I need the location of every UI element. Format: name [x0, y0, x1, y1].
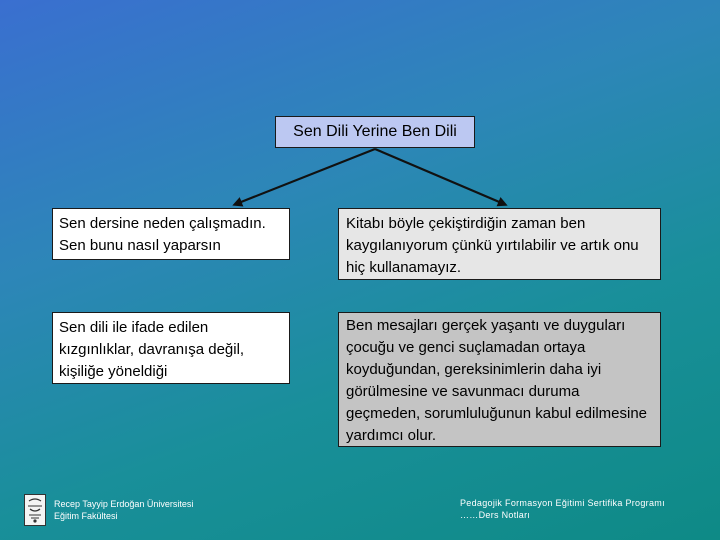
footer-faculty: Eğitim Fakültesi [54, 511, 118, 521]
arrow-left [236, 149, 375, 204]
footer-program: Pedagojik Formasyon Eğitimi Sertifika Programı [460, 498, 665, 508]
b2-part3: çünkü yırtılabilir ve artık onu hiç kullanamayız. [346, 237, 639, 276]
logo-icon [25, 495, 45, 525]
b2-part1: Kitabı böyle çekiştirdiğin zaman [346, 215, 561, 232]
b2-part2: ben kaygılanıyorum [346, 215, 586, 254]
b1-part1: Sen [59, 215, 86, 232]
footer-left [54, 498, 193, 522]
footer-right [460, 497, 665, 521]
sen-dili-example-box [52, 208, 290, 260]
ben-dili-description-box: Ben mesajları gerçek yaşantı ve duyguları çocuğu ve genci suçlamadan ortaya koyduğundan, gereksinimlerin daha iyi görülmesine ve savunmacı duruma geçmeden, sorumluluğunun kabul edilmesine yardımcı olur. [338, 312, 661, 447]
footer-university: Recep Tayyip Erdoğan Üniversitesi [54, 499, 194, 509]
sen-dili-description-box: Sen dili ile ifade edilen kızgınlıklar, davranışa değil, kişiliğe yöneldiği [52, 312, 290, 384]
footer-notes: ……Ders Notları [460, 510, 531, 520]
ben-dili-example-box [338, 208, 661, 280]
b1-part3: Sen [59, 237, 86, 254]
arrow-right [375, 149, 504, 204]
university-logo [24, 494, 46, 526]
b1-part2: dersine neden çalışmadın. [85, 215, 266, 232]
diagram-title: Sen Dili Yerine Ben Dili [275, 116, 475, 148]
b1-part4: bunu nasıl yaparsın [85, 237, 221, 254]
